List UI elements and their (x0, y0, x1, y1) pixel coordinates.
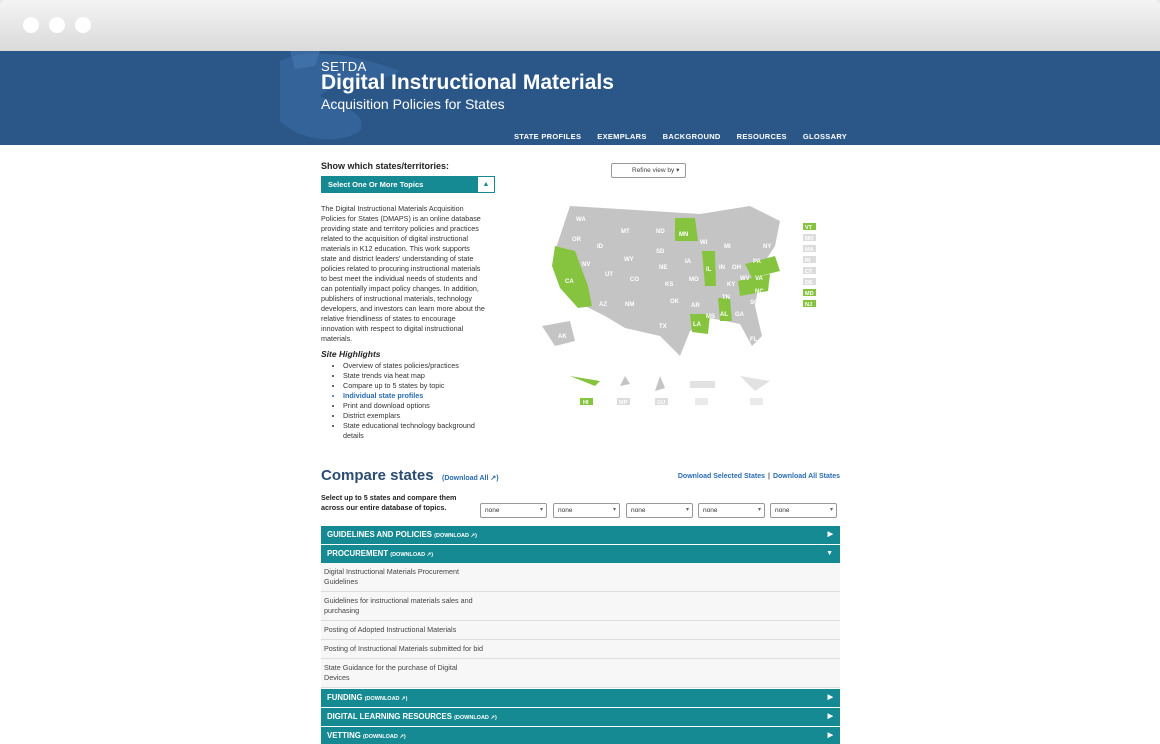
section-label: VETTING (327, 731, 361, 740)
state-mi[interactable]: MI (724, 244, 731, 250)
topic-select-label: Select One Or More Topics (328, 180, 424, 189)
side-state-nh[interactable]: NH (805, 236, 813, 242)
caret-down-icon: ▼ (826, 550, 833, 557)
state-me[interactable]: ME (784, 223, 793, 229)
list-item: • District exemplars (343, 411, 496, 421)
state-select-3[interactable]: none ▾ (626, 503, 693, 518)
state-select-row (321, 493, 840, 515)
section-procurement[interactable] (321, 545, 840, 563)
compare-title: Compare states (321, 467, 434, 484)
state-nd[interactable]: ND (656, 229, 665, 235)
state-sc[interactable]: SC (750, 300, 759, 306)
section-guidelines[interactable] (321, 526, 840, 544)
state-mo[interactable]: MO (689, 277, 699, 283)
state-va[interactable]: VA (755, 276, 763, 282)
side-state-ma[interactable]: MA (805, 247, 814, 253)
section-download-link[interactable]: (DOWNLOAD ↗) (454, 715, 497, 721)
list-item: • Overview of states policies/practices (343, 361, 496, 371)
state-fl[interactable]: FL (750, 337, 758, 343)
section-download-link[interactable]: (DOWNLOAD ↗) (362, 734, 406, 740)
compare-states-section (321, 467, 840, 744)
page (0, 51, 1160, 744)
list-item: • Compare up to 5 states by topic (343, 381, 496, 391)
state-mt[interactable]: MT (621, 229, 630, 235)
state-select-5[interactable]: none ▾ (770, 503, 837, 518)
nav-resources[interactable]: RESOURCES (736, 132, 787, 141)
caret-right-icon: ▶ (827, 713, 833, 720)
state-in[interactable]: IN (719, 265, 725, 271)
state-ne[interactable]: NE (659, 265, 668, 271)
section-vetting[interactable] (321, 727, 840, 744)
state-select-1[interactable]: none ▾ (480, 503, 547, 518)
section-label: DIGITAL LEARNING RESOURCES (327, 712, 452, 721)
section-label: FUNDING (327, 693, 363, 702)
nav-glossary[interactable]: GLOSSARY (802, 132, 848, 141)
state-tn[interactable]: TN (722, 295, 730, 301)
list-item: • State educational technology background details (343, 421, 496, 441)
download-all-link[interactable]: (Download All ↗) (442, 475, 499, 482)
list-item: • State trends via heat map (343, 371, 496, 381)
caret-up-icon[interactable]: ▲ (477, 177, 494, 192)
state-ok[interactable]: OK (670, 299, 679, 305)
side-state-vt[interactable]: VT (805, 225, 813, 231)
table-row (321, 563, 840, 592)
row-label: Posting of Adopted Instructional Materials (324, 625, 457, 634)
row-label: Digital Instructional Materials Procurement Guidelines (324, 567, 460, 586)
download-all-label: (Download All (442, 475, 489, 482)
highlights-title: Site Highlights (321, 349, 381, 359)
state-wv[interactable]: WV (740, 276, 750, 282)
side-state-ri[interactable]: RI (805, 258, 811, 264)
state-oh[interactable]: OH (732, 265, 741, 271)
state-wa[interactable]: WA (576, 217, 586, 223)
main-nav (514, 132, 847, 141)
section-label: GUIDELINES AND POLICIES (327, 530, 432, 539)
us-state-map[interactable] (530, 196, 830, 411)
state-nm[interactable]: NM (625, 302, 635, 308)
territory-hi[interactable]: HI (583, 400, 589, 406)
minimize-window-button[interactable] (49, 17, 65, 33)
state-pa[interactable]: PA (753, 259, 761, 265)
state-nv[interactable]: NV (582, 262, 591, 268)
section-funding[interactable] (321, 689, 840, 707)
download-all-close: ) (496, 475, 499, 482)
state-ky[interactable]: KY (727, 282, 736, 288)
topic-select[interactable] (321, 176, 495, 193)
state-select-2[interactable]: none ▾ (553, 503, 620, 518)
separator: | (768, 473, 770, 480)
nav-background[interactable]: BACKGROUND (662, 132, 721, 141)
state-nc[interactable]: NC (755, 289, 764, 295)
refine-view-label: Refine view by (632, 167, 675, 174)
browser-chrome (0, 0, 1160, 51)
show-states-label: Show which states/territories: (321, 161, 450, 171)
side-state-md[interactable]: MD (805, 291, 814, 297)
state-sd[interactable]: SD (656, 249, 665, 255)
download-selected-link[interactable]: Download Selected States (677, 473, 765, 480)
nav-state-profiles[interactable]: STATE PROFILES (514, 132, 582, 141)
row-label: Posting of Instructional Materials submitted for bid (324, 644, 483, 653)
state-la[interactable]: LA (693, 322, 701, 328)
state-mn[interactable]: MN (679, 232, 689, 238)
row-label: Guidelines for instructional materials sales and purchasing (324, 596, 473, 615)
site-description: The Digital Instructional Materials Acquisition Policies for States (DMAPS) is an online database providing state and territory policies and practices related to the acquisition of digital instructional materials in K12 education. This work supports state and district leaders' understanding of state policies related to procuring instructional materials to best meet the individual needs of students and can potentially impact policy changes. In addition, publishers of instructional materials, technology developers, and investors can learn more about the relative friendliness of states to encourage innovation with respect to digital instructional materials. (321, 204, 485, 343)
state-ar[interactable]: AR (691, 303, 700, 309)
state-id[interactable]: ID (597, 244, 603, 250)
state-al[interactable]: AL (720, 312, 728, 318)
download-links (678, 473, 840, 480)
table-row (321, 592, 840, 621)
section-download-link[interactable]: (DOWNLOAD ↗) (390, 552, 434, 558)
intro-panel (321, 161, 496, 441)
topic-accordion (321, 526, 840, 744)
state-az[interactable]: AZ (599, 302, 607, 308)
territory-mp[interactable]: MP (619, 400, 628, 406)
state-wy[interactable]: WY (624, 257, 634, 263)
state-il[interactable]: IL (706, 267, 712, 273)
section-download-link[interactable]: (DOWNLOAD ↗) (364, 696, 408, 702)
section-download-link[interactable]: (DOWNLOAD ↗) (434, 533, 477, 539)
side-state-nj[interactable]: NJ (805, 302, 813, 308)
side-state-ct[interactable]: CT (805, 269, 813, 275)
maximize-window-button[interactable] (75, 17, 91, 33)
caret-right-icon: ▶ (827, 531, 833, 538)
side-state-de[interactable]: DE (805, 280, 813, 286)
refine-view-select[interactable]: Refine view by ▾ (611, 163, 686, 178)
state-ia[interactable]: IA (685, 259, 691, 265)
state-profiles-link[interactable]: • Individual state profiles (343, 391, 496, 401)
site-title: Digital Instructional Materials (321, 71, 614, 94)
state-ca[interactable]: CA (565, 279, 574, 285)
site-header (0, 51, 1160, 145)
download-all-states-link[interactable]: Download All States (772, 473, 840, 480)
table-row (321, 659, 840, 688)
compare-instructions: Select up to 5 states and compare them across our entire database of topics. (321, 493, 457, 512)
state-ks[interactable]: KS (665, 282, 674, 288)
state-ga[interactable]: GA (735, 312, 744, 318)
state-ms[interactable]: MS (706, 314, 715, 320)
list-item: • Print and download options (343, 401, 496, 411)
state-ut[interactable]: UT (605, 272, 613, 278)
row-label: State Guidance for the purchase of Digital Devices (324, 663, 458, 682)
caret-right-icon: ▶ (827, 732, 833, 739)
territory-gu[interactable]: GU (657, 400, 666, 406)
state-ny[interactable]: NY (763, 244, 772, 250)
setda-logo[interactable]: SETDA (321, 59, 367, 74)
state-co[interactable]: CO (630, 277, 639, 283)
nav-exemplars[interactable]: EXEMPLARS (597, 132, 647, 141)
state-or[interactable]: OR (572, 237, 581, 243)
table-row (321, 621, 840, 640)
state-wi[interactable]: WI (700, 240, 708, 246)
close-window-button[interactable] (23, 17, 39, 33)
site-subtitle: Acquisition Policies for States (321, 96, 505, 112)
section-label: PROCUREMENT (327, 549, 389, 558)
caret-right-icon: ▶ (827, 694, 833, 701)
section-digital-learning[interactable] (321, 708, 840, 726)
state-ak[interactable]: AK (558, 334, 567, 340)
compare-header (321, 467, 840, 487)
highlights-list (321, 361, 496, 441)
state-tx[interactable]: TX (659, 324, 667, 330)
state-select-4[interactable]: none ▾ (698, 503, 765, 518)
table-row (321, 640, 840, 659)
